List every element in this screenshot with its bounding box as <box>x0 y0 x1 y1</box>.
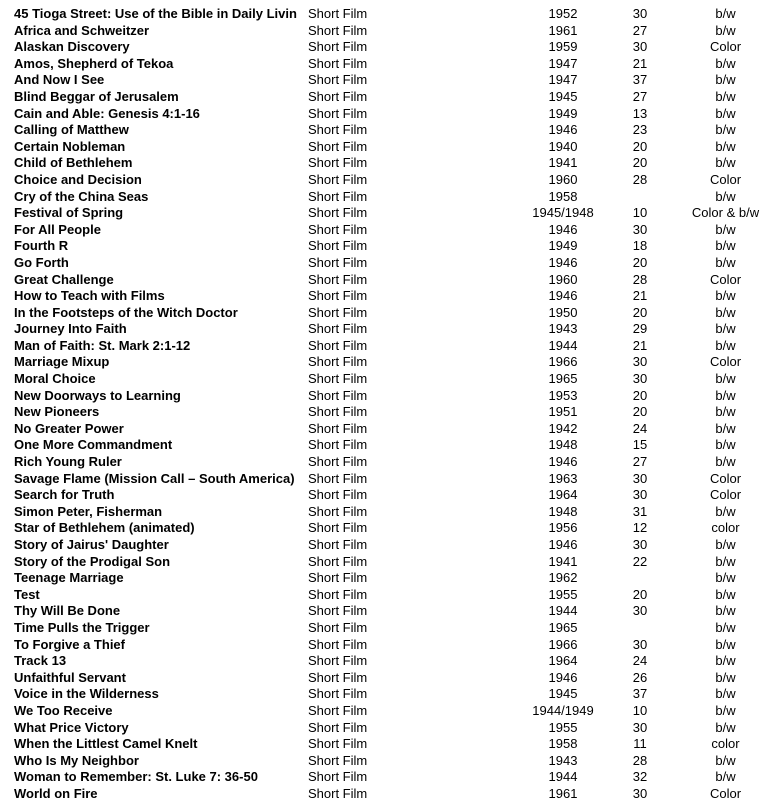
film-length-cell: 37 <box>632 686 648 702</box>
film-color-cell: b/w <box>715 88 736 104</box>
film-title-cell: In the Footsteps of the Witch Doctor <box>14 304 238 320</box>
film-length-cell: 30 <box>632 487 648 503</box>
film-color-cell: b/w <box>715 6 736 21</box>
film-color-cell: b/w <box>715 254 736 270</box>
film-row <box>0 736 771 753</box>
film-title-cell: Search for Truth <box>14 487 115 503</box>
film-color-cell: b/w <box>715 387 736 403</box>
film-color-cell: b/w <box>715 619 736 635</box>
film-type-cell: Short Film <box>308 736 368 752</box>
film-type-cell: Short Film <box>308 337 368 353</box>
film-length-cell: 20 <box>632 254 648 270</box>
film-row <box>0 272 771 289</box>
film-color-cell: b/w <box>715 570 736 586</box>
film-color-cell: b/w <box>715 72 736 88</box>
film-color-cell: b/w <box>715 138 736 154</box>
film-type-cell: Short Film <box>308 420 368 436</box>
film-year-cell: 1960 <box>548 171 578 187</box>
film-row <box>0 520 771 537</box>
film-row <box>0 255 771 272</box>
film-year-cell: 1961 <box>548 785 578 801</box>
film-year-cell: 1945 <box>548 686 578 702</box>
film-color-cell: b/w <box>715 769 736 785</box>
film-row <box>0 703 771 720</box>
film-type-cell: Short Film <box>308 221 368 237</box>
film-length-cell: 32 <box>632 769 648 785</box>
film-color-cell: b/w <box>715 238 736 254</box>
film-year-cell: 1953 <box>548 387 578 403</box>
film-row <box>0 554 771 571</box>
film-type-cell: Short Film <box>308 752 368 768</box>
film-row <box>0 753 771 770</box>
film-length-cell: 28 <box>632 171 648 187</box>
film-title-cell: New Pioneers <box>14 404 100 420</box>
film-color-cell: Color & b/w <box>691 205 760 221</box>
film-length-cell: 23 <box>632 122 648 138</box>
film-row <box>0 238 771 255</box>
film-type-cell: Short Film <box>308 487 368 503</box>
film-title-cell: When the Littlest Camel Knelt <box>14 736 198 752</box>
film-year-cell: 1946 <box>548 454 578 470</box>
film-length-cell: 31 <box>632 503 648 519</box>
film-type-cell: Short Film <box>308 122 368 138</box>
film-color-cell: b/w <box>715 337 736 353</box>
film-year-cell: 1941 <box>548 553 578 569</box>
film-year-cell: 1966 <box>548 354 578 370</box>
film-title-cell: Man of Faith: St. Mark 2:1-12 <box>14 337 191 353</box>
film-year-cell: 1965 <box>548 619 578 635</box>
film-length-cell: 30 <box>632 603 648 619</box>
film-year-cell: 1958 <box>548 188 578 204</box>
film-title-cell: To Forgive a Thief <box>14 636 125 652</box>
film-row <box>0 404 771 421</box>
film-type-cell: Short Film <box>308 171 368 187</box>
film-length-cell: 30 <box>632 719 648 735</box>
film-type-cell: Short Film <box>308 553 368 569</box>
film-year-cell: 1964 <box>548 487 578 503</box>
film-title-cell: Test <box>14 586 40 602</box>
film-title-cell: Cain and Able: Genesis 4:1-16 <box>14 105 200 121</box>
film-title-cell: Who Is My Neighbor <box>14 752 139 768</box>
film-color-cell: b/w <box>715 752 736 768</box>
film-length-cell: 27 <box>632 454 648 470</box>
film-color-cell: b/w <box>715 420 736 436</box>
film-year-cell: 1948 <box>548 503 578 519</box>
film-title-cell: No Greater Power <box>14 420 124 436</box>
film-row <box>0 354 771 371</box>
film-color-cell: Color <box>709 171 742 187</box>
film-title-cell: 45 Tioga Street: Use of the Bible in Daily Livin <box>14 6 297 21</box>
film-row <box>0 471 771 488</box>
film-year-cell: 1946 <box>548 288 578 304</box>
film-length-cell: 28 <box>632 752 648 768</box>
film-type-cell: Short Film <box>308 55 368 71</box>
film-length-cell: 37 <box>632 72 648 88</box>
film-color-cell: b/w <box>715 719 736 735</box>
film-color-cell: b/w <box>715 454 736 470</box>
film-type-cell: Short Film <box>308 769 368 785</box>
film-row <box>0 437 771 454</box>
film-length-cell: 27 <box>632 22 648 38</box>
film-type-cell: Short Film <box>308 719 368 735</box>
film-row <box>0 106 771 123</box>
film-year-cell: 1944/1949 <box>532 702 594 718</box>
film-year-cell: 1946 <box>548 254 578 270</box>
film-type-cell: Short Film <box>308 155 368 171</box>
film-length-cell: 30 <box>632 39 648 55</box>
film-length-cell: 13 <box>632 105 648 121</box>
film-title-cell: Amos, Shepherd of Tekoa <box>14 55 174 71</box>
film-year-cell: 1958 <box>548 736 578 752</box>
film-year-cell: 1941 <box>548 155 578 171</box>
film-row <box>0 603 771 620</box>
film-title-cell: Blind Beggar of Jerusalem <box>14 88 179 104</box>
film-type-cell: Short Film <box>308 404 368 420</box>
film-row <box>0 587 771 604</box>
film-title-cell: Go Forth <box>14 254 69 270</box>
film-title-cell: Child of Bethlehem <box>14 155 133 171</box>
film-title-cell: For All People <box>14 221 101 237</box>
film-type-cell: Short Film <box>308 205 368 221</box>
film-row <box>0 570 771 587</box>
film-year-cell: 1961 <box>548 22 578 38</box>
film-color-cell: b/w <box>715 321 736 337</box>
film-year-cell: 1966 <box>548 636 578 652</box>
film-length-cell: 30 <box>632 371 648 387</box>
film-year-cell: 1944 <box>548 603 578 619</box>
film-type-cell: Short Film <box>308 22 368 38</box>
film-year-cell: 1947 <box>548 72 578 88</box>
film-row <box>0 686 771 703</box>
film-year-cell: 1960 <box>548 271 578 287</box>
film-year-cell: 1946 <box>548 669 578 685</box>
film-length-cell: 29 <box>632 321 648 337</box>
film-length-cell: 22 <box>632 553 648 569</box>
film-color-cell: b/w <box>715 653 736 669</box>
film-title-cell: Time Pulls the Trigger <box>14 619 150 635</box>
film-type-cell: Short Film <box>308 105 368 121</box>
film-year-cell: 1948 <box>548 437 578 453</box>
film-type-cell: Short Film <box>308 304 368 320</box>
film-type-cell: Short Film <box>308 254 368 270</box>
film-title-cell: How to Teach with Films <box>14 288 165 304</box>
film-color-cell: Color <box>709 785 742 801</box>
film-length-cell: 20 <box>632 404 648 420</box>
film-color-cell: b/w <box>715 404 736 420</box>
film-color-cell: b/w <box>715 586 736 602</box>
film-row <box>0 421 771 438</box>
film-title-cell: Simon Peter, Fisherman <box>14 503 163 519</box>
film-title-cell: And Now I See <box>14 72 105 88</box>
film-year-cell: 1947 <box>548 55 578 71</box>
film-row <box>0 89 771 106</box>
film-row <box>0 388 771 405</box>
film-length-cell: 20 <box>632 155 648 171</box>
film-type-cell: Short Film <box>308 570 368 586</box>
film-color-cell: Color <box>709 39 742 55</box>
film-title-cell: Story of the Prodigal Son <box>14 553 171 569</box>
film-color-cell: b/w <box>715 288 736 304</box>
film-year-cell: 1951 <box>548 404 578 420</box>
film-row <box>0 139 771 156</box>
film-type-cell: Short Film <box>308 619 368 635</box>
film-row <box>0 205 771 222</box>
film-length-cell: 30 <box>632 354 648 370</box>
film-color-cell: Color <box>709 470 742 486</box>
film-row <box>0 653 771 670</box>
film-year-cell: 1964 <box>548 653 578 669</box>
film-year-cell: 1945 <box>548 88 578 104</box>
film-length-cell: 24 <box>632 653 648 669</box>
film-year-cell: 1945/1948 <box>532 205 594 221</box>
film-color-cell: b/w <box>715 686 736 702</box>
film-row <box>0 155 771 172</box>
film-color-cell: b/w <box>715 537 736 552</box>
film-length-cell: 20 <box>632 138 648 154</box>
film-row <box>0 371 771 388</box>
film-length-cell: 30 <box>632 221 648 237</box>
film-title-cell: One More Commandment <box>14 437 173 453</box>
film-length-cell: 30 <box>632 470 648 486</box>
film-color-cell: b/w <box>715 55 736 71</box>
film-color-cell: b/w <box>715 603 736 619</box>
film-length-cell: 10 <box>632 205 648 221</box>
film-row <box>0 172 771 189</box>
film-color-cell: Color <box>709 354 742 370</box>
film-year-cell: 1963 <box>548 470 578 486</box>
film-row <box>0 6 771 23</box>
film-length-cell: 18 <box>632 238 648 254</box>
film-row <box>0 23 771 40</box>
film-type-cell: Short Film <box>308 785 368 801</box>
film-title-cell: Woman to Remember: St. Luke 7: 36-50 <box>14 769 258 785</box>
film-length-cell: 21 <box>632 288 648 304</box>
film-color-cell: b/w <box>715 371 736 387</box>
film-year-cell: 1956 <box>548 520 578 536</box>
film-title-cell: Story of Jairus' Daughter <box>14 537 169 552</box>
film-year-cell: 1943 <box>548 321 578 337</box>
film-type-cell: Short Film <box>308 39 368 55</box>
film-title-cell: Journey Into Faith <box>14 321 127 337</box>
film-length-cell: 30 <box>632 6 648 21</box>
film-color-cell: b/w <box>715 669 736 685</box>
film-length-cell: 27 <box>632 88 648 104</box>
film-year-cell: 1946 <box>548 537 578 552</box>
film-length-cell: 20 <box>632 387 648 403</box>
film-type-cell: Short Film <box>308 238 368 254</box>
film-color-cell: b/w <box>715 304 736 320</box>
film-color-cell: color <box>711 736 740 752</box>
film-title-cell: World on Fire <box>14 785 98 801</box>
film-row <box>0 786 771 803</box>
film-type-cell: Short Film <box>308 653 368 669</box>
film-row <box>0 454 771 471</box>
film-length-cell: 30 <box>632 537 648 552</box>
film-length-cell: 10 <box>632 702 648 718</box>
film-type-cell: Short Film <box>308 603 368 619</box>
film-year-cell: 1943 <box>548 752 578 768</box>
film-color-cell: b/w <box>715 122 736 138</box>
film-row <box>0 222 771 239</box>
film-type-cell: Short Film <box>308 537 368 552</box>
film-type-cell: Short Film <box>308 6 368 21</box>
film-year-cell: 1955 <box>548 586 578 602</box>
film-row <box>0 321 771 338</box>
film-list-sheet <box>0 6 771 803</box>
film-title-cell: We Too Receive <box>14 702 113 718</box>
film-type-cell: Short Film <box>308 371 368 387</box>
film-year-cell: 1944 <box>548 769 578 785</box>
film-length-cell: 24 <box>632 420 648 436</box>
film-row <box>0 72 771 89</box>
film-title-cell: Star of Bethlehem (animated) <box>14 520 195 536</box>
film-title-cell: Choice and Decision <box>14 171 142 187</box>
film-color-cell: b/w <box>715 702 736 718</box>
film-type-cell: Short Film <box>308 437 368 453</box>
film-title-cell: Fourth R <box>14 238 69 254</box>
film-title-cell: Calling of Matthew <box>14 122 129 138</box>
film-year-cell: 1962 <box>548 570 578 586</box>
film-year-cell: 1949 <box>548 238 578 254</box>
film-color-cell: b/w <box>715 188 736 204</box>
film-type-cell: Short Film <box>308 72 368 88</box>
film-length-cell: 26 <box>632 669 648 685</box>
film-row <box>0 720 771 737</box>
film-row <box>0 670 771 687</box>
film-type-cell: Short Film <box>308 387 368 403</box>
film-row <box>0 56 771 73</box>
film-length-cell: 11 <box>633 736 647 752</box>
film-title-cell: Cry of the China Seas <box>14 188 149 204</box>
film-color-cell: Color <box>709 271 742 287</box>
film-title-cell: Unfaithful Servant <box>14 669 126 685</box>
film-title-cell: Marriage Mixup <box>14 354 110 370</box>
film-year-cell: 1942 <box>548 420 578 436</box>
film-year-cell: 1946 <box>548 122 578 138</box>
film-title-cell: Festival of Spring <box>14 205 124 221</box>
film-type-cell: Short Film <box>308 88 368 104</box>
film-length-cell: 30 <box>632 636 648 652</box>
film-title-cell: Thy Will Be Done <box>14 603 121 619</box>
film-row <box>0 537 771 554</box>
film-row <box>0 637 771 654</box>
film-year-cell: 1950 <box>548 304 578 320</box>
film-type-cell: Short Film <box>308 669 368 685</box>
film-color-cell: color <box>711 520 740 536</box>
film-length-cell: 21 <box>632 337 648 353</box>
film-type-cell: Short Film <box>308 636 368 652</box>
film-type-cell: Short Film <box>308 271 368 287</box>
film-title-cell: What Price Victory <box>14 719 129 735</box>
film-title-cell: Voice in the Wilderness <box>14 686 159 702</box>
film-row <box>0 305 771 322</box>
film-year-cell: 1946 <box>548 221 578 237</box>
film-year-cell: 1955 <box>548 719 578 735</box>
film-title-cell: Rich Young Ruler <box>14 454 122 470</box>
film-row <box>0 39 771 56</box>
film-color-cell: b/w <box>715 155 736 171</box>
film-type-cell: Short Film <box>308 321 368 337</box>
film-type-cell: Short Film <box>308 702 368 718</box>
film-color-cell: b/w <box>715 636 736 652</box>
film-length-cell: 12 <box>632 520 648 536</box>
film-title-cell: Alaskan Discovery <box>14 39 130 55</box>
film-color-cell: b/w <box>715 22 736 38</box>
film-type-cell: Short Film <box>308 520 368 536</box>
film-type-cell: Short Film <box>308 586 368 602</box>
film-row <box>0 769 771 786</box>
film-type-cell: Short Film <box>308 470 368 486</box>
film-type-cell: Short Film <box>308 454 368 470</box>
film-year-cell: 1965 <box>548 371 578 387</box>
film-title-cell: Savage Flame (Mission Call – South America) <box>14 470 295 486</box>
film-row <box>0 189 771 206</box>
film-color-cell: b/w <box>715 105 736 121</box>
film-color-cell: b/w <box>715 503 736 519</box>
film-row <box>0 487 771 504</box>
film-color-cell: Color <box>709 487 742 503</box>
film-length-cell: 28 <box>632 271 648 287</box>
film-row <box>0 338 771 355</box>
film-length-cell: 30 <box>632 785 648 801</box>
film-row <box>0 504 771 521</box>
film-row <box>0 122 771 139</box>
film-title-cell: Track 13 <box>14 653 67 669</box>
film-type-cell: Short Film <box>308 686 368 702</box>
film-row <box>0 288 771 305</box>
film-type-cell: Short Film <box>308 354 368 370</box>
film-length-cell: 20 <box>632 586 648 602</box>
film-year-cell: 1944 <box>548 337 578 353</box>
film-color-cell: b/w <box>715 437 736 453</box>
film-title-cell: New Doorways to Learning <box>14 387 181 403</box>
film-title-cell: Africa and Schweitzer <box>14 22 150 38</box>
film-type-cell: Short Film <box>308 288 368 304</box>
film-title-cell: Moral Choice <box>14 371 96 387</box>
film-row <box>0 620 771 637</box>
film-type-cell: Short Film <box>308 138 368 154</box>
film-type-cell: Short Film <box>308 188 368 204</box>
film-title-cell: Teenage Marriage <box>14 570 124 586</box>
film-year-cell: 1959 <box>548 39 578 55</box>
film-title-cell: Great Challenge <box>14 271 114 287</box>
film-year-cell: 1952 <box>548 6 578 21</box>
film-type-cell: Short Film <box>308 503 368 519</box>
film-color-cell: b/w <box>715 221 736 237</box>
film-length-cell: 15 <box>632 437 648 453</box>
film-year-cell: 1940 <box>548 138 578 154</box>
film-title-cell: Certain Nobleman <box>14 138 126 154</box>
film-color-cell: b/w <box>715 553 736 569</box>
film-length-cell: 21 <box>632 55 648 71</box>
film-length-cell: 20 <box>632 304 648 320</box>
film-year-cell: 1949 <box>548 105 578 121</box>
